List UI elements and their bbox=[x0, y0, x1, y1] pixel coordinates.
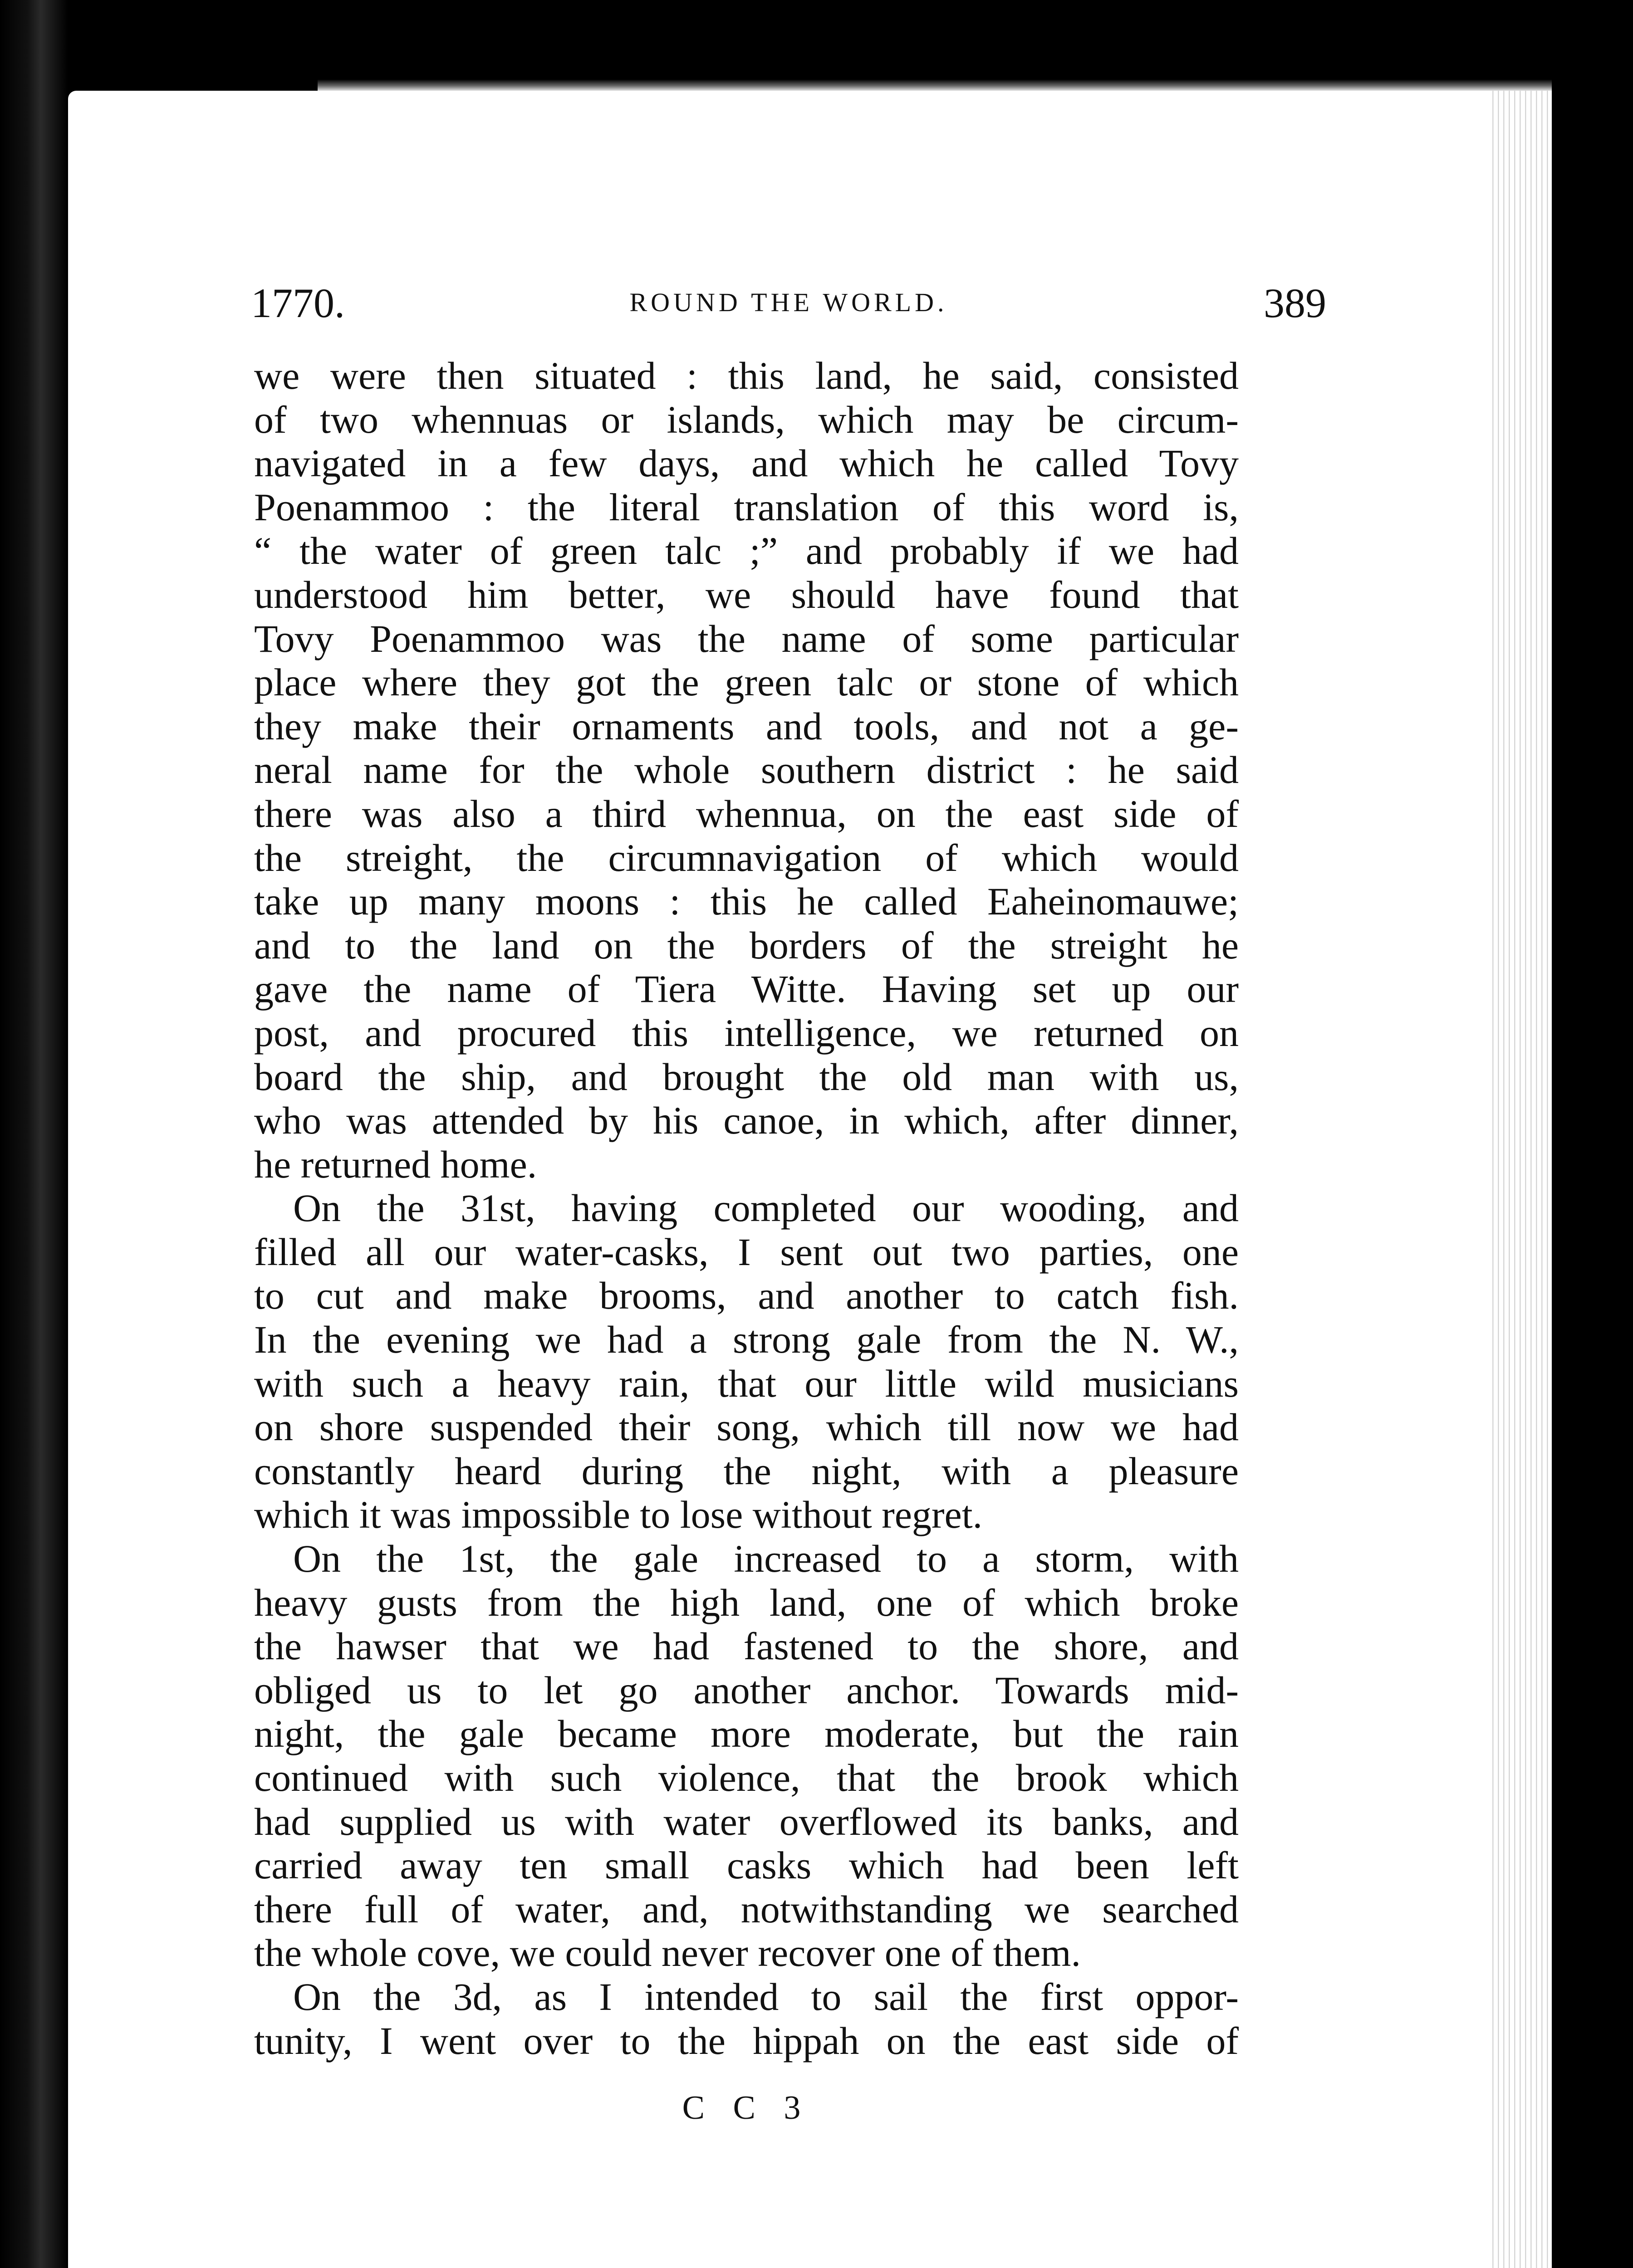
text-line: on shore suspended their song, which till now we had bbox=[254, 1405, 1239, 1449]
text-line: tunity, I went over to the hippah on the east side of bbox=[254, 2019, 1239, 2063]
text-line: they make their ornaments and tools, and not a ge- bbox=[254, 704, 1239, 748]
text-line: carried away ten small casks which had been left bbox=[254, 1843, 1239, 1887]
text-line: to cut and make brooms, and another to catch fish. bbox=[254, 1274, 1239, 1318]
text-line: heavy gusts from the high land, one of which broke bbox=[254, 1580, 1239, 1624]
text-line: he returned home. bbox=[254, 1142, 537, 1186]
running-head-title: ROUND THE WORLD. bbox=[629, 288, 948, 317]
text-line: which it was impossible to lose without regret. bbox=[254, 1493, 983, 1537]
text-line: neral name for the whole southern district : he said bbox=[254, 748, 1239, 792]
text-line: take up many moons : this he called Eaheinomauwe; bbox=[254, 880, 1239, 924]
text-line: and to the land on the borders of the streight he bbox=[254, 923, 1239, 967]
text-line: In the evening we had a strong gale from the N. W., bbox=[254, 1318, 1239, 1362]
text-line: navigated in a few days, and which he called Tovy bbox=[254, 441, 1239, 485]
right-shadow bbox=[1552, 91, 1633, 2268]
text-line: we were then situated : this land, he said, consisted bbox=[254, 354, 1239, 397]
text-line: understood him better, we should have found that bbox=[254, 572, 1239, 616]
running-head-year: 1770. bbox=[251, 280, 345, 326]
text-line: continued with such violence, that the brook which bbox=[254, 1756, 1239, 1799]
text-line: who was attended by his canoe, in which, after dinner, bbox=[254, 1099, 1239, 1143]
text-line: the streight, the circumnavigation of which would bbox=[254, 836, 1239, 880]
text-line: Tovy Poenammoo was the name of some particular bbox=[254, 616, 1239, 660]
binding-edge bbox=[0, 0, 68, 2268]
text-line: On the 1st, the gale increased to a storm, with bbox=[293, 1537, 1239, 1581]
signature-mark: C C 3 bbox=[682, 2089, 811, 2126]
text-line: On the 3d, as I intended to sail the first oppor- bbox=[293, 1975, 1239, 2019]
text-line: had supplied us with water overflowed its banks, and bbox=[254, 1799, 1239, 1843]
page-number: 389 bbox=[1264, 280, 1326, 326]
text-line: constantly heard during the night, with a pleasure bbox=[254, 1449, 1239, 1493]
text-line: gave the name of Tiera Witte. Having set up our bbox=[254, 967, 1239, 1011]
body-text bbox=[254, 354, 1239, 2063]
text-line: the hawser that we had fastened to the shore, and bbox=[254, 1624, 1239, 1668]
text-line: On the 31st, having completed our wooding, and bbox=[293, 1186, 1239, 1230]
page-edge-leaves bbox=[1488, 91, 1552, 2268]
text-line: there full of water, and, notwithstanding we searched bbox=[254, 1887, 1239, 1931]
text-line: post, and procured this intelligence, we returned on bbox=[254, 1011, 1239, 1055]
text-line: of two whennuas or islands, which may be circum- bbox=[254, 397, 1239, 441]
text-line: Poenammoo : the literal translation of this word is, bbox=[254, 485, 1239, 529]
text-line: filled all our water-casks, I sent out two parties, one bbox=[254, 1230, 1239, 1274]
text-line: place where they got the green talc or stone of which bbox=[254, 660, 1239, 704]
text-line: “ the water of green talc ;” and probably if we had bbox=[254, 529, 1239, 573]
text-line: obliged us to let go another anchor. Towards mid- bbox=[254, 1668, 1239, 1712]
text-line: board the ship, and brought the old man with us, bbox=[254, 1055, 1239, 1099]
text-line: there was also a third whennua, on the east side of bbox=[254, 792, 1239, 836]
running-head bbox=[251, 279, 1326, 329]
text-line: the whole cove, we could never recover one of them. bbox=[254, 1931, 1081, 1975]
text-line: night, the gale became more moderate, but the rain bbox=[254, 1712, 1239, 1756]
top-page-edge bbox=[318, 79, 1552, 92]
text-line: with such a heavy rain, that our little wild musicians bbox=[254, 1361, 1239, 1405]
